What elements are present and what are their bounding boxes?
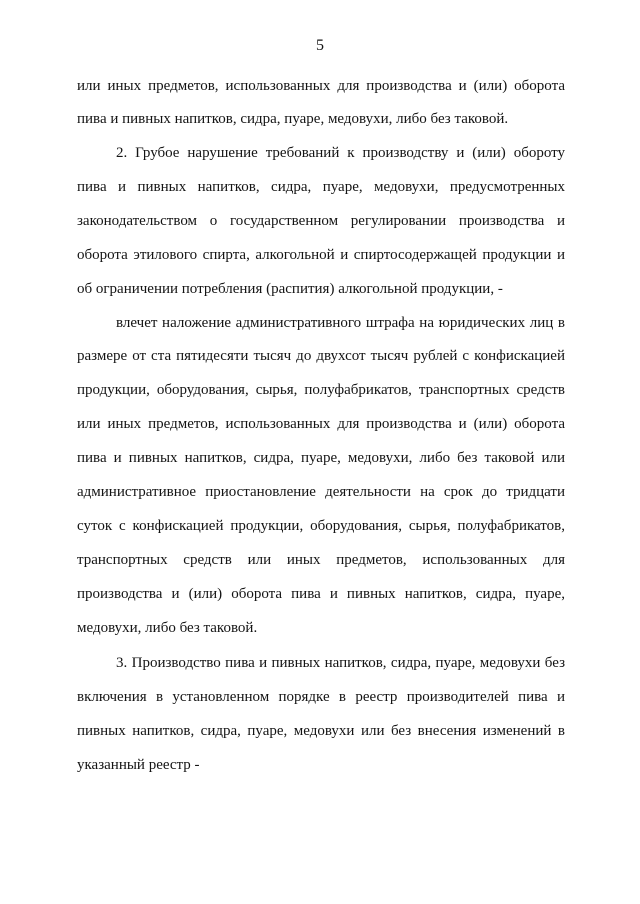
text-line: медовухи, либо без таковой. (77, 620, 258, 636)
text-line: производства и (или) оборота пива и пивных напитков, сидра, пуаре, (77, 586, 565, 602)
text-line: продукции, оборудования, сырья, полуфабрикатов, транспортных средств (77, 382, 565, 398)
text-line: пива и пивных напитков, сидра, пуаре, медовухи, либо без таковой или (77, 450, 565, 466)
text-line: 2. Грубое нарушение требований к производству и (или) обороту (116, 145, 565, 161)
text-line: или иных предметов, использованных для производства и (или) оборота (77, 78, 565, 94)
text-line: пива и пивных напитков, сидра, пуаре, медовухи, либо без таковой. (77, 111, 509, 127)
text-line: размере от ста пятидесяти тысяч до двухсот тысяч рублей с конфискацией (77, 348, 565, 364)
text-line: пивных напитков, сидра, пуаре, медовухи или без внесения изменений в (77, 723, 565, 739)
text-line: указанный реестр - (77, 757, 200, 773)
text-line: законодательством о государственном регулировании производства и (77, 213, 565, 229)
text-line: 3. Производство пива и пивных напитков, сидра, пуаре, медовухи без (116, 655, 565, 671)
text-line: оборота этилового спирта, алкогольной и спиртосодержащей продукции и (77, 247, 565, 263)
text-line: пива и пивных напитков, сидра, пуаре, медовухи, предусмотренных (77, 179, 565, 195)
text-line: или иных предметов, использованных для производства и (или) оборота (77, 416, 565, 432)
text-line: транспортных средств или иных предметов, использованных для (77, 552, 565, 568)
text-line: включения в установленном порядке в реестр производителей пива и (77, 689, 565, 705)
text-line: административное приостановление деятельности на срок до тридцати (77, 484, 565, 500)
text-line: суток с конфискацией продукции, оборудования, сырья, полуфабрикатов, (77, 518, 565, 534)
page-number: 5 (316, 37, 324, 54)
text-line: об ограничении потребления (распития) алкогольной продукции, - (77, 281, 503, 297)
text-line: влечет наложение административного штрафа на юридических лиц в (116, 315, 565, 331)
